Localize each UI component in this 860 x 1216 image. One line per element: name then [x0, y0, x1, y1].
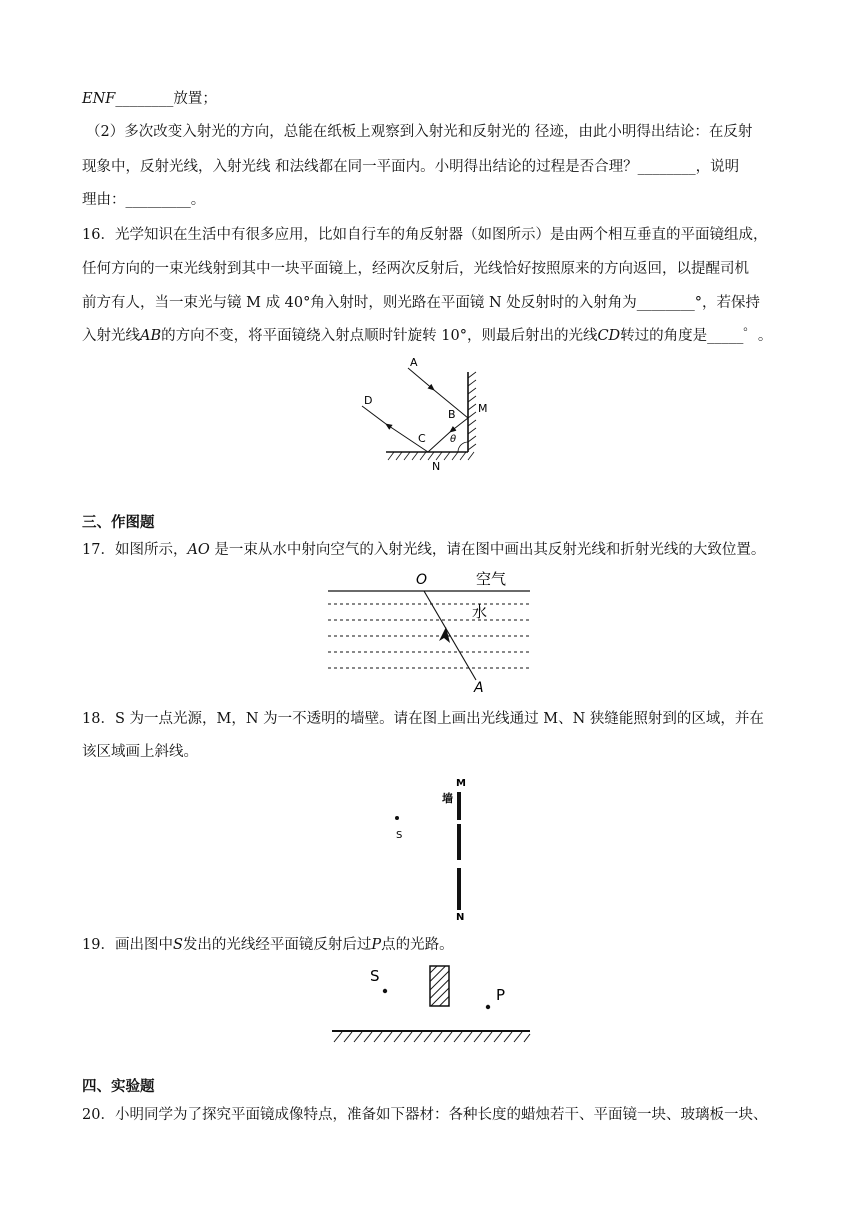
q15-line1: ENF________放置； — [82, 91, 217, 107]
label-n: N — [432, 460, 441, 473]
q16-line2: 任何方向的一束光线射到其中一块平面镜上，经两次反射后，光线恰好按照原来的方向返回，以提醒司机 — [82, 261, 749, 277]
q20-line1: 20．小明同学为了探究平面镜成像特点，准备如下器材：各种长度的蜡烛若干、平面镜一块、玻璃板一块、 — [82, 1107, 768, 1123]
section-3-heading: 三、作图题 — [82, 515, 155, 531]
slit-figure — [390, 770, 490, 925]
label-theta: θ — [450, 434, 457, 445]
ray-arrow — [439, 627, 450, 643]
q19-line1: 19．画出图中S发出的光线经平面镜反射后过P点的光路。 — [82, 937, 454, 953]
mirror-m-hatch — [468, 372, 476, 450]
wall-segment-middle — [457, 824, 461, 860]
q15-line2: （2）多次改变入射光的方向，总能在纸板上观察到入射光和反射光的 径迹，由此小明得出结论：在反射 — [86, 124, 753, 140]
mirror-n-hatch — [388, 452, 474, 460]
water-lines — [328, 604, 530, 668]
label-wall: 墙 — [442, 792, 453, 805]
label-m: M — [478, 402, 488, 415]
q15-line3: 现象中，反射光线，入射光线 和法线都在同一平面内。小明得出结论的过程是否合理？________，说明 — [82, 159, 740, 175]
label-d: D — [364, 394, 373, 407]
wall-segment-top — [457, 792, 461, 820]
q16-line4: 入射光线AB的方向不变，将平面镜绕入射点顺时针旋转 10°，则最后射出的光线CD转过的角度是_____゜。 — [82, 328, 773, 344]
q15-enf: ENF — [82, 91, 116, 107]
label-a: A — [410, 356, 418, 369]
point-p — [486, 1005, 490, 1009]
q18-line1: 18．S 为一点光源，M，N 为一不透明的墙壁。请在图上画出光线通过 M、N 狭缝能照射到的区域，并在 — [82, 711, 764, 727]
q15-line4: 理由：_________。 — [82, 192, 206, 208]
mirror-hatch — [334, 1032, 530, 1042]
label-water: 水 — [472, 603, 488, 621]
label-n: N — [456, 912, 465, 923]
label-air: 空气 — [476, 570, 507, 588]
refraction-figure — [326, 564, 536, 694]
q16-line3: 前方有人，当一束光与镜 M 成 40°角入射时，则光路在平面镜 N 处反射时的入射角为________°，若保持 — [82, 295, 761, 311]
ray-ab — [408, 368, 434, 390]
section-4-heading: 四、实验题 — [82, 1079, 155, 1095]
point-source-s — [395, 816, 399, 820]
label-b: B — [448, 408, 456, 421]
label-m: M — [456, 778, 466, 789]
q16-line1: 16．光学知识在生活中有很多应用，比如自行车的角反射器（如图所示）是由两个相互垂直的平面镜组成， — [82, 227, 768, 243]
label-a: A — [474, 680, 484, 696]
label-o: O — [416, 572, 428, 588]
label-c: C — [418, 432, 426, 445]
obstacle-block — [430, 966, 449, 1006]
corner-reflector-figure — [350, 350, 500, 475]
label-s: S — [396, 830, 403, 841]
point-s — [383, 989, 387, 993]
mirror-path-figure — [330, 962, 532, 1048]
q17-line1: 17．如图所示，AO 是一束从水中射向空气的入射光线，请在图中画出其反射光线和折射光线的大致位置。 — [82, 542, 766, 558]
q18-line2: 该区域画上斜线。 — [82, 744, 198, 760]
label-p: P — [496, 986, 506, 1004]
wall-segment-bottom — [457, 868, 461, 910]
label-s: S — [370, 967, 380, 985]
